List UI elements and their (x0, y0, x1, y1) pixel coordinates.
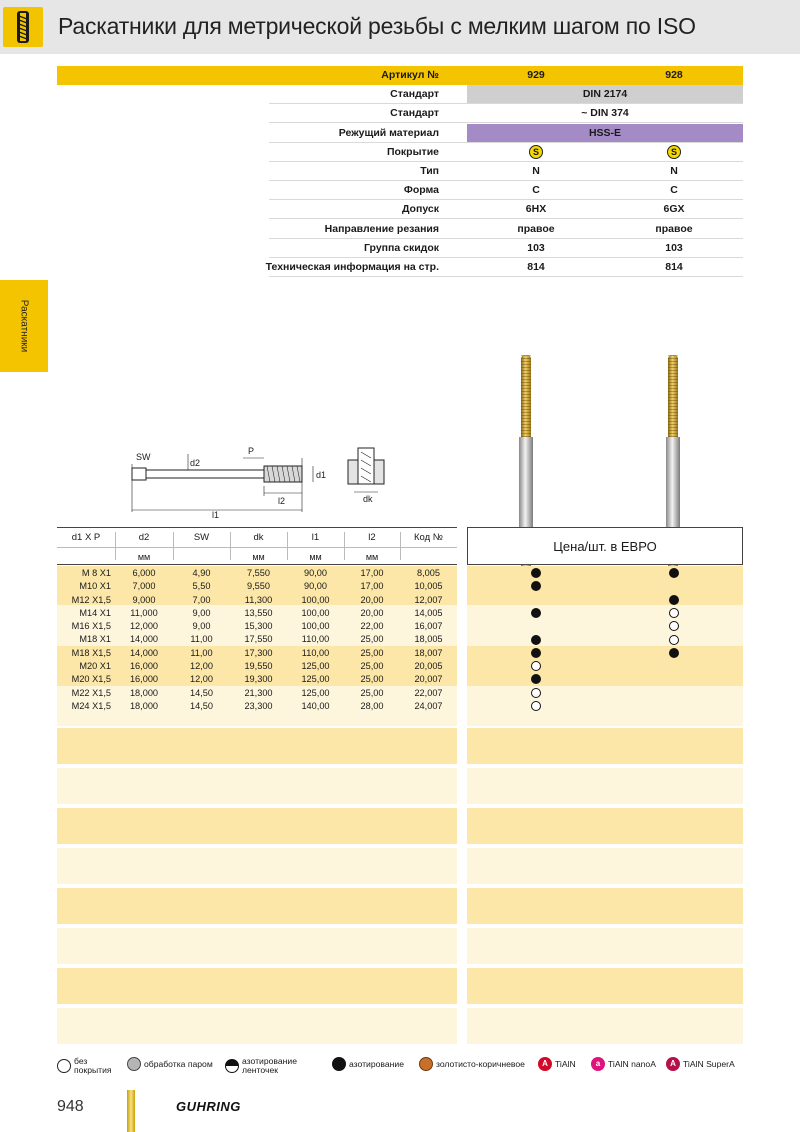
spec-value: 103 (665, 241, 683, 254)
spec-row (57, 162, 743, 181)
table-band (57, 968, 457, 1004)
cell-d1xp: M18 X1,5 (71, 647, 111, 658)
spec-value: N (670, 165, 678, 177)
cell-d2: 6,000 (132, 568, 156, 578)
table-row (57, 633, 457, 646)
legend-tialn-supera: A TiAlN SuperA (666, 1057, 735, 1071)
cell-d1xp: M18 X1 (79, 634, 111, 645)
spec-value: 814 (527, 261, 545, 273)
cell-d1xp: M12 X1,5 (71, 594, 111, 605)
spec-value: 814 (665, 261, 683, 273)
cell-code: 24,007 (414, 700, 443, 711)
non-stock-item-icon (531, 701, 541, 711)
cell-d2: 16,000 (129, 674, 159, 685)
cell-code: 8,005 (417, 568, 440, 578)
legend-nitriding: азотирование (332, 1057, 404, 1071)
spec-row (57, 220, 743, 239)
cell-sw: 12,00 (190, 661, 213, 672)
cell-l2: 22,00 (360, 621, 384, 632)
non-stock-item-icon (531, 688, 541, 698)
header-d2: d2 (138, 532, 150, 543)
cell-code: 20,005 (414, 661, 443, 672)
cell-d1xp: M20 X1,5 (71, 674, 111, 685)
cell-dk: 19,550 (244, 661, 273, 672)
cell-l2: 25,00 (360, 674, 384, 685)
cell-l2: 20,00 (360, 607, 384, 618)
stock-item-icon (669, 568, 679, 578)
unit-d2: мм (115, 547, 173, 565)
coating-legend (57, 1053, 757, 1077)
stock-item-icon (531, 648, 541, 658)
coating-s-badge: S (667, 145, 681, 159)
brand-logo: GUHRING (176, 1099, 241, 1114)
cell-d1xp: M 8 X1 (81, 568, 111, 578)
cell-d2: 18,000 (129, 700, 159, 711)
coating-s-icon (605, 143, 743, 162)
cell-l1: 110,00 (301, 634, 330, 645)
footer-accent-bar (127, 1090, 135, 1132)
cell-l1: 125,00 (301, 661, 330, 672)
non-stock-item-icon (669, 608, 679, 618)
table-band (467, 728, 743, 764)
unit-sw (173, 547, 230, 565)
spec-label: Артикул № (381, 69, 439, 81)
spec-row (57, 143, 743, 162)
price-header: Цена/шт. в ЕВРО (467, 527, 743, 565)
black-circle-icon (332, 1057, 346, 1071)
cell-l2: 25,00 (360, 661, 384, 672)
cell-dk: 7,550 (247, 568, 270, 578)
cell-sw: 14,50 (190, 700, 213, 711)
section-tab-label: Раскатники (18, 299, 30, 353)
cell-sw: 9,00 (192, 621, 211, 632)
header-sw: SW (193, 532, 210, 543)
spec-value: C (532, 184, 540, 197)
spec-label: Покрытие (386, 145, 439, 158)
spec-row (57, 104, 743, 123)
tialn-circle-icon: A (538, 1057, 552, 1071)
nanoa-circle-icon: a (591, 1057, 605, 1071)
table-row (57, 687, 457, 700)
spec-value: DIN 2174 (467, 85, 743, 104)
cell-sw: 12,00 (190, 674, 213, 685)
stock-item-icon (531, 568, 541, 578)
non-stock-item-icon (669, 635, 679, 645)
tap-logo-icon (3, 7, 43, 47)
page-header (0, 0, 800, 54)
cell-sw: 9,00 (192, 607, 211, 618)
cell-d2: 12,000 (129, 621, 159, 632)
table-band (467, 1008, 743, 1044)
table-row (57, 700, 457, 713)
cell-code: 12,007 (414, 594, 443, 605)
table-band (467, 928, 743, 964)
cell-l2: 20,00 (360, 594, 384, 605)
cell-code: 20,007 (414, 674, 443, 685)
spec-value: 6GX (663, 203, 685, 216)
cell-code: 18,007 (414, 647, 443, 658)
cell-code: 22,007 (414, 687, 443, 698)
cell-code: 14,005 (414, 607, 443, 618)
cell-d2: 18,000 (129, 687, 159, 698)
header-code: Код № (414, 532, 443, 543)
table-row (57, 647, 457, 660)
dimension-table (57, 527, 457, 713)
header-l1: l1 (311, 532, 320, 543)
unit-l1: мм (287, 547, 344, 565)
spec-value: HSS-E (467, 124, 743, 143)
unit-d1xp (57, 547, 115, 565)
table-body (57, 565, 457, 713)
half-circle-icon (225, 1059, 239, 1073)
article-number: 928 (665, 69, 683, 81)
cell-sw: 11,00 (190, 647, 213, 658)
legend-steam: обработка паром (127, 1057, 213, 1071)
cell-dk: 17,300 (244, 647, 273, 658)
header-dk: dk (253, 532, 264, 543)
spec-label: Тип (420, 165, 439, 177)
cell-sw: 4,90 (192, 568, 211, 578)
cell-d1xp: M14 X1 (79, 607, 111, 618)
cell-l1: 90,00 (304, 568, 327, 578)
cell-d1xp: M22 X1,5 (71, 687, 111, 698)
table-band (467, 768, 743, 804)
cell-l1: 110,00 (301, 647, 330, 658)
spec-label: Режущий материал (338, 126, 439, 139)
table-row (57, 673, 457, 686)
cell-d2: 9,000 (132, 594, 156, 605)
table-band (467, 968, 743, 1004)
d1-label: d1 (316, 470, 327, 480)
legend-gold-brown: золотисто-коричневое (419, 1057, 525, 1071)
cell-sw: 7,00 (192, 594, 211, 605)
cell-sw: 5,50 (192, 581, 211, 592)
table-row (57, 567, 457, 580)
table-row (57, 660, 457, 673)
spec-value: 6HX (525, 203, 547, 216)
spec-row (57, 200, 743, 219)
coating-s-icon (467, 143, 605, 162)
spec-label: Направление резания (324, 222, 439, 235)
cell-d1xp: M20 X1 (79, 661, 111, 672)
cell-code: 16,007 (414, 621, 443, 632)
cell-dk: 13,550 (244, 607, 273, 618)
stock-item-icon (531, 635, 541, 645)
table-row (57, 620, 457, 633)
cell-l2: 25,00 (360, 634, 384, 645)
sw-label: SW (136, 452, 151, 462)
cell-dk: 17,550 (244, 634, 273, 645)
legend-uncoated: без покрытия (57, 1057, 114, 1075)
table-band (467, 646, 743, 686)
spec-row (57, 85, 743, 104)
legend-tialn-nanoa: a TiAlN nanoA (591, 1057, 656, 1071)
legend-tialn: A TiAlN (538, 1057, 576, 1071)
cell-d2: 16,000 (129, 661, 159, 672)
unit-dk: мм (230, 547, 287, 565)
spec-row (57, 181, 743, 200)
spec-label: Стандарт (390, 88, 439, 101)
cell-l2: 17,00 (360, 568, 384, 578)
unit-code (400, 547, 457, 565)
legend-land-nitriding: азотирование ленточек (225, 1057, 322, 1075)
header-l2: l2 (368, 532, 376, 543)
l1-label: l1 (212, 510, 220, 520)
page-title: Раскатники для метрической резьбы с мелким шагом по ISO (58, 13, 696, 39)
stock-item-icon (531, 608, 541, 618)
spec-label: Техническая информация на стр. (265, 261, 439, 273)
spec-row (57, 124, 743, 143)
cell-dk: 21,300 (244, 687, 273, 698)
table-band (467, 808, 743, 844)
cell-dk: 19,300 (244, 674, 273, 685)
table-band (467, 888, 743, 924)
cell-d2: 7,000 (132, 581, 156, 592)
brown-circle-icon (419, 1057, 433, 1071)
coating-s-badge: S (529, 145, 543, 159)
table-band (57, 928, 457, 964)
stock-item-icon (669, 648, 679, 658)
spec-row (57, 239, 743, 258)
cell-d1xp: M24 X1,5 (71, 700, 111, 711)
dk-label: dk (363, 494, 373, 504)
cell-d2: 14,000 (129, 634, 159, 645)
article-number: 929 (527, 69, 545, 81)
spec-value: N (532, 165, 540, 177)
table-header (57, 527, 457, 565)
cell-code: 10,005 (414, 581, 443, 592)
table-band (467, 566, 743, 605)
supera-circle-icon: A (666, 1057, 680, 1071)
spec-label: Группа скидок (364, 241, 439, 254)
stock-item-icon (669, 595, 679, 605)
p-label: P (248, 446, 255, 456)
cell-l1: 100,00 (301, 607, 330, 618)
cell-l1: 100,00 (301, 621, 330, 632)
spec-row (57, 258, 743, 277)
l2-label: l2 (278, 496, 286, 506)
empty-circle-icon (57, 1059, 71, 1073)
table-row (57, 580, 457, 593)
spec-value: 103 (527, 241, 545, 254)
table-row (57, 607, 457, 620)
cell-l2: 25,00 (360, 647, 384, 658)
cell-d1xp: M16 X1,5 (71, 621, 111, 632)
table-band (57, 848, 457, 884)
cell-dk: 23,300 (244, 700, 273, 711)
page-number: 948 (57, 1098, 84, 1115)
grey-circle-icon (127, 1057, 141, 1071)
cell-l1: 125,00 (301, 674, 330, 685)
spec-row (57, 66, 743, 85)
tap-dimension-drawing (128, 440, 390, 520)
spec-value: правое (517, 222, 555, 235)
cell-l2: 17,00 (360, 581, 384, 592)
table-band (57, 728, 457, 764)
cell-d2: 14,000 (129, 647, 159, 658)
table-band (57, 808, 457, 844)
unit-l2: мм (344, 547, 400, 565)
table-band (57, 768, 457, 804)
table-band (467, 686, 743, 726)
cell-l1: 100,00 (301, 594, 330, 605)
cell-dk: 15,300 (244, 621, 273, 632)
cell-l1: 140,00 (301, 700, 330, 711)
cell-l2: 25,00 (360, 687, 384, 698)
spec-label: Стандарт (390, 107, 439, 120)
cell-dk: 11,300 (244, 594, 273, 605)
spec-label: Допуск (401, 203, 439, 216)
table-band (57, 888, 457, 924)
section-tab[interactable] (0, 280, 48, 372)
cell-d2: 11,000 (130, 607, 158, 618)
cell-l2: 28,00 (360, 700, 384, 711)
d2-label: d2 (190, 458, 201, 468)
spec-value: ~ DIN 374 (581, 107, 629, 120)
cell-sw: 14,50 (190, 687, 213, 698)
spec-value: правое (655, 222, 693, 235)
table-row (57, 594, 457, 607)
cell-code: 18,005 (414, 634, 443, 645)
table-band (57, 1008, 457, 1044)
spec-label: Форма (403, 184, 439, 197)
table-band (467, 605, 743, 646)
cell-d1xp: M10 X1 (79, 581, 111, 592)
spec-value: C (670, 184, 678, 197)
table-band (467, 848, 743, 884)
cell-l1: 125,00 (301, 687, 330, 698)
header-d1xp: d1 X P (71, 532, 101, 543)
cell-l1: 90,00 (304, 581, 327, 592)
cell-sw: 11,00 (190, 634, 213, 645)
cell-dk: 9,550 (247, 581, 270, 592)
